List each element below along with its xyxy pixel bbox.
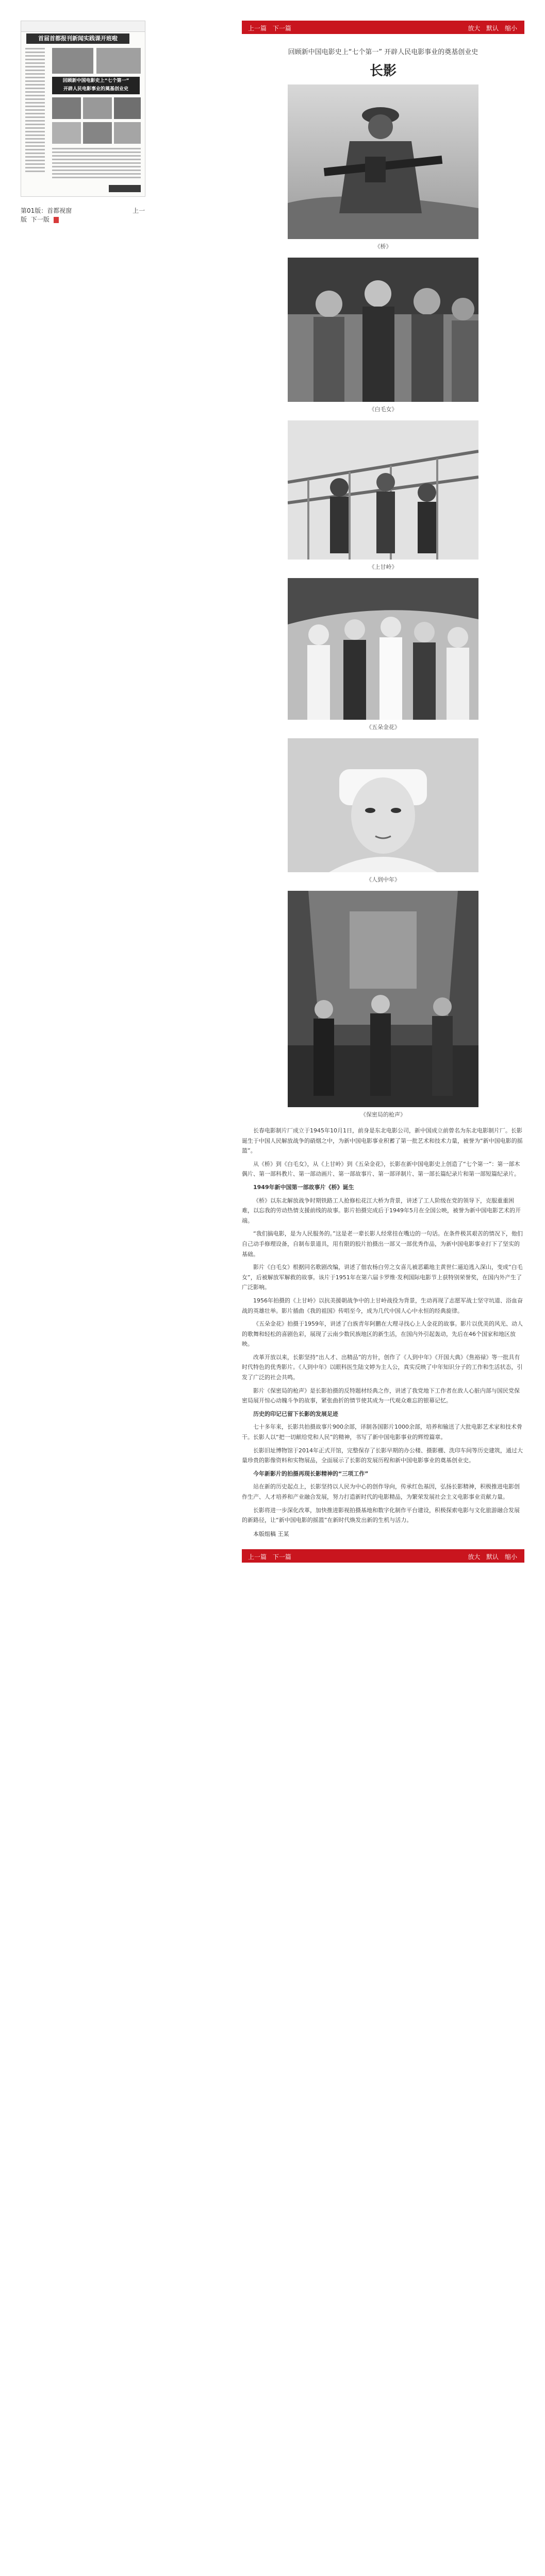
thumbnail-photo	[52, 48, 93, 74]
film-still-photo	[288, 258, 478, 402]
thumbnail-masthead	[21, 21, 145, 32]
photo-caption: 《人到中年》	[366, 876, 400, 883]
photo-caption: 《白毛女》	[369, 406, 398, 413]
font-default-button[interactable]: 默认	[486, 25, 499, 32]
photo-caption: 《五朵金花》	[366, 724, 400, 731]
body-paragraph: 站在新的历史起点上，长影坚持以人民为中心的创作导向，传承红色基因，弘扬长影精神，积极推进电影创作生产、人才培养和产业融合发展，努力打造新时代的电影精品，为繁荣发展社会主义电影事业贡献力量。	[242, 1483, 520, 1500]
next-article-link[interactable]: 下一篇	[272, 25, 291, 32]
thumbnail-text-block	[52, 148, 141, 180]
article-body	[242, 1126, 524, 1526]
thumbnail-photo	[114, 122, 141, 144]
body-paragraph: 从《桥》到《白毛女》，从《上甘岭》到《五朵金花》，长影在新中国电影史上创造了“七个第一”：第一部木偶片、第一部科教片、第一部动画片、第一部故事片、第一部译制片、第一部长篇纪录片和第一部短篇纪录片。	[242, 1160, 520, 1178]
body-paragraph: 影片《白毛女》根据同名歌剧改编，讲述了佃农杨白劳之女喜儿被恶霸地主黄世仁逼迫逃入深山，变成“白毛女”，后被解放军解救的故事。该片于1951年在第六届卡罗维·发利国际电影节上获特别荣誉奖，在国内外产生了广泛影响。	[242, 1264, 523, 1291]
newspaper-page-thumbnail[interactable]	[21, 21, 145, 197]
body-paragraph: 《桥》以东北解放战争时期铁路工人抢修松花江大桥为背景，讲述了工人阶级在党的领导下，克服重重困难，以忘我的劳动热情支援前线的故事。影片拍摄完成后于1949年5月在全国公映，被誉为新中国电影艺术的开端。	[242, 1197, 521, 1224]
page-navigation	[21, 206, 150, 224]
article-subtitle: 回顾新中国电影史上“七个第一” 开辟人民电影事业的奠基创业史	[288, 48, 478, 56]
thumbnail-photo	[114, 97, 141, 119]
article-nav-bar-top	[242, 21, 524, 34]
section-heading: 历史的印记已留下长影的发展足迹	[253, 1410, 338, 1417]
page-label: 第01版：首都视窗	[21, 207, 72, 214]
editor-credit: 本版组稿 王某	[253, 1530, 289, 1537]
thumbnail-photo	[52, 97, 81, 119]
film-still-photo	[288, 84, 478, 239]
body-paragraph: 《五朵金花》拍摄于1959年，讲述了白族青年阿鹏在大理寻找心上人金花的故事。影片以优美的风光、动人的歌舞和轻松的喜剧色彩，展现了云南少数民族地区的新生活，在国内外引起轰动，先后在46个国家和地区放映。	[242, 1320, 523, 1348]
thumbnail-headline-line1: 回顾新中国电影史上“七个第一”	[62, 78, 129, 83]
thumbnail-photo	[52, 122, 81, 144]
body-paragraph: 长春电影制片厂成立于1945年10月1日，前身是东北电影公司，新中国成立前曾名为东北电影制片厂。长影诞生于中国人民解放战争的硝烟之中，为新中国电影事业积蓄了第一批艺术和技术力量，被誉为“新中国电影的摇篮”。	[242, 1127, 523, 1155]
section-heading: 今年新影片的拍摄再现长影精神的“三项工作”	[253, 1470, 369, 1477]
body-paragraph: 1956年拍摄的《上甘岭》以抗美援朝战争中的上甘岭战役为背景，生动再现了志愿军战士坚守坑道、浴血奋战的英雄壮举。影片插曲《我的祖国》传唱至今，成为几代中国人心中永恒的经典旋律。	[242, 1297, 523, 1314]
thumbnail-headline-line2: 开辟人民电影事业的奠基创业史	[63, 87, 128, 92]
film-still-photo	[288, 891, 478, 1107]
body-paragraph: 改革开放以来，长影坚持“出人才、出精品”的方针，创作了《人到中年》《开国大典》《焦裕禄》等一批具有时代特色的优秀影片。《人到中年》以眼科医生陆文婷为主人公，真实反映了中年知识分子的工作和生活状态，引发了广泛的社会共鸣。	[242, 1353, 523, 1381]
article-panel	[242, 21, 524, 1563]
film-still-photo	[288, 578, 478, 720]
prev-page-link[interactable]: 上一版	[21, 207, 145, 223]
photo-caption: 《上甘岭》	[369, 564, 398, 570]
thumbnail-photo	[83, 122, 112, 144]
thumbnail-text-column	[25, 48, 45, 174]
body-paragraph: 长影将进一步深化改革，加快推进影视拍摄基地和数字化制作平台建设，积极探索电影与文化旅游融合发展的新路径，让“新中国电影的摇篮”在新时代焕发出新的生机与活力。	[242, 1506, 520, 1524]
next-page-link[interactable]: 下一版	[30, 216, 49, 223]
article-title: 长影	[369, 63, 397, 79]
thumbnail-footer-banner	[109, 185, 141, 192]
body-paragraph: 影片《保密局的枪声》是长影拍摄的反特题材经典之作，讲述了我党地下工作者在敌人心脏内部与国民党保密局展开惊心动魄斗争的故事，紧张曲折的情节使其成为一代观众难忘的银幕记忆。	[242, 1387, 520, 1404]
body-paragraph: “我们搞电影，是为人民服务的。”这是老一辈长影人经常挂在嘴边的一句话。在条件极其艰苦的情况下，他们自己动手修理设备，自制布景道具，用有限的胶片拍摄出一部又一部优秀作品，为新中国电影事业打下了坚实的基础。	[242, 1230, 523, 1258]
photo-caption: 《保密局的枪声》	[360, 1111, 406, 1118]
thumbnail-headline-main	[52, 77, 140, 94]
film-still-photo	[288, 420, 478, 560]
font-shrink-button[interactable]: 缩小	[504, 25, 517, 32]
next-article-link[interactable]: 下一篇	[272, 1553, 291, 1561]
font-default-button[interactable]: 默认	[486, 1553, 499, 1561]
font-shrink-button[interactable]: 缩小	[504, 1553, 517, 1561]
thumbnail-photo	[96, 48, 141, 74]
photo-caption: 《桥》	[374, 243, 392, 250]
body-paragraph: 七十多年来，长影共拍摄故事片900余部，译制各国影片1000余部，培养和输送了大批电影艺术家和技术骨干。长影人以“把一切献给党和人民”的精神，书写了新中国电影事业的辉煌篇章。	[242, 1423, 522, 1441]
thumbnail-headline-top: 首届首都报刊新闻实践课开班啦	[26, 33, 129, 44]
article-nav-bar-bottom	[242, 1549, 524, 1563]
page-thumbnail-panel	[21, 21, 150, 224]
section-heading: 1949年新中国第一部故事片《桥》诞生	[253, 1183, 354, 1191]
thumbnail-photo	[83, 97, 112, 119]
pdf-icon[interactable]	[54, 217, 59, 223]
font-enlarge-button[interactable]: 放大	[468, 1553, 481, 1561]
film-still-photo	[288, 738, 478, 872]
prev-article-link[interactable]: 上一篇	[248, 25, 267, 32]
body-paragraph: 长影旧址博物馆于2014年正式开馆，完整保存了长影早期的办公楼、摄影棚、洗印车间等历史建筑，通过大量珍贵的影像资料和实物展品，全面展示了长影的发展历程和新中国电影事业的奠基创业史。	[242, 1447, 523, 1464]
prev-article-link[interactable]: 上一篇	[248, 1553, 267, 1561]
font-enlarge-button[interactable]: 放大	[468, 25, 481, 32]
